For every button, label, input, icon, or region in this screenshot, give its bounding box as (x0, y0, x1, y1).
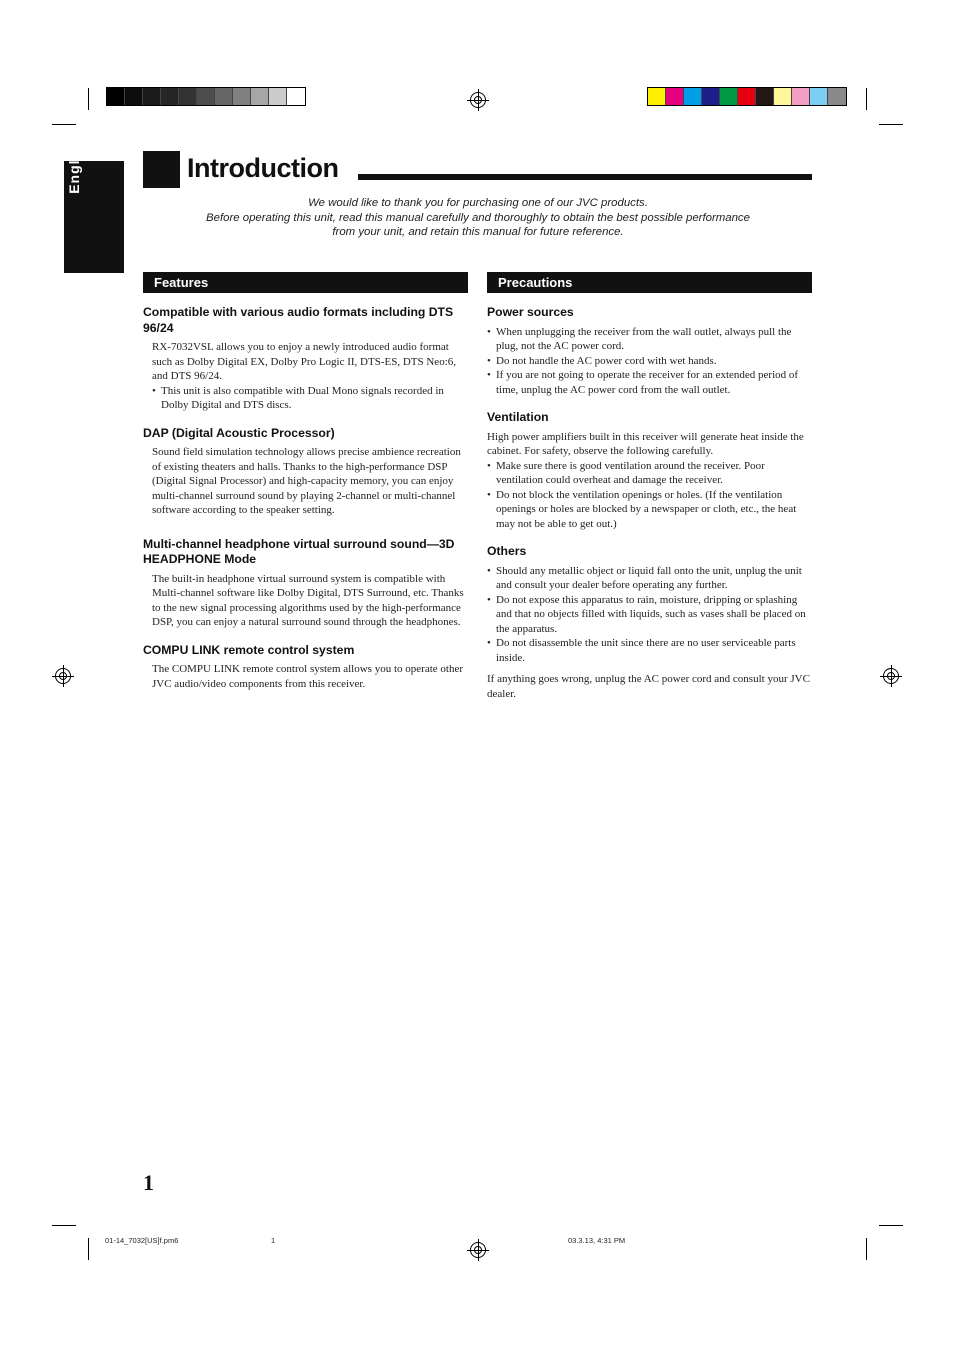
registration-mark-icon (883, 668, 899, 684)
color-swatch (251, 88, 269, 105)
color-swatch (179, 88, 197, 105)
precaution-title: Power sources (487, 305, 574, 319)
precaution-bullet: • Do not block the ventilation openings or holes. (If the ventilation openings or holes are blocked by a newspaper or cloth, etc., the heat may not be able to get out.) (487, 488, 811, 532)
precaution-bullet: • When unplugging the receiver from the wall outlet, always pull the plug, not the AC power cord. (487, 325, 811, 354)
color-swatch (738, 88, 756, 105)
precautions-heading: Precautions (487, 272, 812, 293)
feature-bullet: • This unit is also compatible with Dual Mono signals recorded in Dolby Digital and DTS discs. (152, 384, 469, 413)
precaution-bullet: • Do not disassemble the unit since there are no user serviceable parts inside. (487, 636, 811, 665)
registration-mark-icon (55, 668, 71, 684)
precaution-bullet: • Do not expose this apparatus to rain, moisture, dripping or splashing and that no objects filled with liquids, such as vases shall be placed on the apparatus. (487, 593, 811, 637)
features-column (143, 305, 469, 691)
color-swatch (702, 88, 720, 105)
precaution-bullet: • Do not handle the AC power cord with wet hands. (487, 354, 811, 369)
color-swatch (720, 88, 738, 105)
color-swatch (107, 88, 125, 105)
precaution-bullet: • If you are not going to operate the receiver for an extended period of time, unplug the AC power cord from the wall outlet. (487, 368, 811, 397)
page-number: 1 (143, 1170, 154, 1195)
color-swatch (215, 88, 233, 105)
precaution-closing: If anything goes wrong, unplug the AC power cord and consult your JVC dealer. (487, 673, 810, 700)
color-swatch (756, 88, 774, 105)
precaution-title: Others (487, 544, 527, 558)
color-swatch (666, 88, 684, 105)
precaution-bullet: • Should any metallic object or liquid fall onto the unit, unplug the unit and consult your dealer before operating any further. (487, 564, 811, 593)
footer-date: 03.3.13, 4:31 PM (568, 1236, 626, 1245)
color-swatch (143, 88, 161, 105)
registration-mark-icon (470, 1242, 486, 1258)
language-tab-label: English (66, 136, 82, 194)
title-rule (358, 174, 812, 180)
feature-title: Compatible with various audio formats including DTS 96/24 (143, 305, 454, 335)
precautions-column (487, 305, 811, 701)
color-swatch (125, 88, 143, 105)
color-swatch (684, 88, 702, 105)
page-title: Introduction (187, 153, 339, 183)
intro-text: We would like to thank you for purchasing one of our JVC products. Before operating this unit, read this manual carefully and thoroughly to obtain the best possible performance from your unit, and retain this manual for future reference. (206, 197, 750, 239)
feature-body: RX-7032VSL allows you to enjoy a newly introduced audio format such as Dolby Digital EX, Dolby Pro Logic II, DTS-ES, DTS Neo:6, and DTS 96/24. (152, 341, 456, 382)
footer-file: 01-14_7032[US]f.pm6 (105, 1236, 179, 1245)
color-swatch (197, 88, 215, 105)
precaution-body: High power amplifiers built in this receiver will generate heat inside the cabinet. For safety, observe the following carefully. (487, 430, 804, 457)
color-swatch (287, 88, 305, 105)
color-swatch (648, 88, 666, 105)
precaution-bullet: • Make sure there is good ventilation around the receiver. Poor ventilation could overheat and damage the receiver. (487, 459, 811, 488)
color-swatch (161, 88, 179, 105)
footer-page: 1 (271, 1236, 276, 1245)
feature-body: The COMPU LINK remote control system allows you to operate other JVC audio/video components from this receiver. (152, 663, 463, 690)
color-swatch (774, 88, 792, 105)
feature-body: The built-in headphone virtual surround system is compatible with Multi-channel software like Dolby Digital, DTS Surround, etc. Thanks to the new signal processing algorithms used by the high-performance DSP, you can enjoy a natural surround sound through the headphones. (152, 572, 464, 628)
feature-title: COMPU LINK remote control system (143, 642, 355, 657)
feature-body: Sound field simulation technology allows precise ambience recreation of existing theaters and halls. Thanks to the high-performance DSP (Digital Signal Processor) and high-capacity memory, you can enjoy multi-channel surround sound by playing 2-channel or multi-channel software according to the speaker setting. (152, 446, 461, 516)
color-swatch (828, 88, 846, 105)
color-swatch (792, 88, 810, 105)
registration-mark-icon (470, 92, 486, 108)
features-heading: Features (143, 272, 468, 293)
feature-title: DAP (Digital Acoustic Processor) (143, 425, 335, 440)
title-marker (143, 151, 180, 188)
precaution-title: Ventilation (487, 410, 549, 424)
color-swatch (810, 88, 828, 105)
gray-color-bar (106, 87, 306, 106)
feature-title: Multi-channel headphone virtual surround sound—3D HEADPHONE Mode (143, 536, 455, 566)
color-swatch (233, 88, 251, 105)
color-swatch (269, 88, 287, 105)
color-bar (647, 87, 847, 106)
